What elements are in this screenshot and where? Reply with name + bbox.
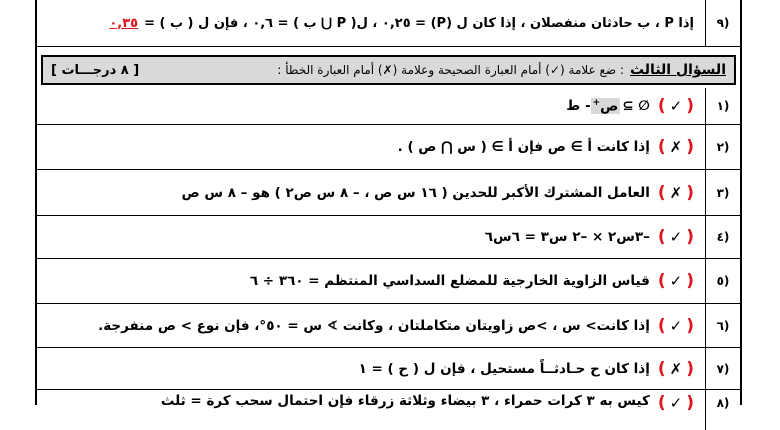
- item-text: قياس الزاوية الخارجية للمضلع السداسي المنتظم = ٣٦٠ ÷ ٦: [249, 273, 650, 289]
- item-row: [37, 259, 740, 304]
- cross-mark-icon: ✗: [669, 183, 683, 202]
- item-text-prefix: ∅ ⊇: [622, 98, 650, 114]
- item-text: إذا كانت> س ، >ص زاويتان متكاملتان ، وكانت ∢ س = ٥٠°، فإن نوع > ص منفرجة.: [98, 317, 650, 334]
- item-row: [37, 125, 740, 170]
- item-number: ٥): [705, 259, 740, 303]
- item-number: ١): [705, 88, 740, 124]
- cross-mark-icon: ✗: [669, 138, 683, 156]
- item-text: إذا كان ح حـادثــاً مستحيل ، فإن ل ( ح ) = ١: [358, 360, 650, 377]
- worksheet: [35, 0, 742, 413]
- section-degrees: [ ٨ درجـــات ]: [51, 62, 140, 78]
- answer-mark: ( ✗ ): [657, 182, 694, 203]
- answer-mark: ( ✗ ): [657, 137, 694, 157]
- cross-mark-icon: ✗: [669, 359, 683, 378]
- item-text: –٣س٢ × –٢ س٣ = ٦س٦: [484, 229, 650, 245]
- answer-mark: ( ✗ ): [657, 358, 694, 379]
- answer-mark: ( ✓ ): [657, 96, 694, 116]
- item-content: [43, 304, 694, 347]
- item-content: [43, 170, 694, 215]
- question-9-row: [37, 0, 740, 47]
- item-row: [37, 348, 740, 390]
- item-number: ٢): [705, 125, 740, 169]
- item-content: [43, 125, 694, 169]
- check-mark-icon: ✓: [669, 97, 683, 115]
- item-number: ٤): [705, 216, 740, 258]
- check-mark-icon: ✓: [669, 228, 683, 246]
- item-text-suffix: - ط: [566, 98, 591, 114]
- question-number: ٩): [705, 0, 740, 46]
- item-content: [43, 216, 694, 258]
- check-mark-icon: ✓: [669, 272, 683, 290]
- item-row: [37, 170, 740, 216]
- question-9-text: إذا P ، ب حادثان منفصلان ، إذا كان ل (P) = ٠,٢٥ ، ل( P ⋃ ب ) = ٠,٦ ، فإن ل ( ب ) =: [144, 15, 694, 31]
- item-text-highlight: ص+: [592, 97, 619, 115]
- answer-mark: ( ✓ ): [657, 227, 694, 247]
- item-content: [43, 259, 694, 303]
- section-instruction: : ضع علامة (✓) أمام العبارة الصحيحة وعلامة (✗) أمام العبارة الخطأ :: [277, 63, 624, 77]
- question-9-content: [43, 0, 694, 46]
- item-number: ٨): [705, 390, 740, 430]
- item-text: كيس به ٣ كرات حمراء ، ٣ بيضاء وثلاثة زرقاء فإن احتمال سحب كرة = ثلث: [160, 393, 650, 409]
- section-title: السؤال الثالث: [629, 62, 726, 78]
- item-number: ٦): [705, 304, 740, 347]
- item-content: [43, 88, 694, 124]
- item-text: إذا كانت أ ∋ ص فإن أ ∋ ( س ⋂ ص ) .: [397, 139, 650, 155]
- item-number: ٧): [705, 348, 740, 389]
- item-row: [37, 390, 740, 430]
- item-number: ٣): [705, 170, 740, 215]
- answer-mark: ( ✓ ): [657, 393, 694, 413]
- item-content: [43, 348, 694, 389]
- item-row: [37, 304, 740, 348]
- check-mark-icon: ✓: [669, 394, 683, 412]
- answer-mark: ( ✓ ): [657, 315, 694, 336]
- item-content: [43, 390, 694, 430]
- item-row: [37, 88, 740, 125]
- item-row: [37, 216, 740, 259]
- question-9-answer: ٠,٣٥: [109, 15, 139, 31]
- answer-mark: ( ✓ ): [657, 271, 694, 291]
- section-3-header: [41, 55, 736, 85]
- item-text: العامل المشترك الأكبر للحدين ( ١٦ س ص ، – ٨ س ص٢ ) هو – ٨ س ص: [181, 184, 650, 201]
- check-mark-icon: ✓: [669, 316, 683, 335]
